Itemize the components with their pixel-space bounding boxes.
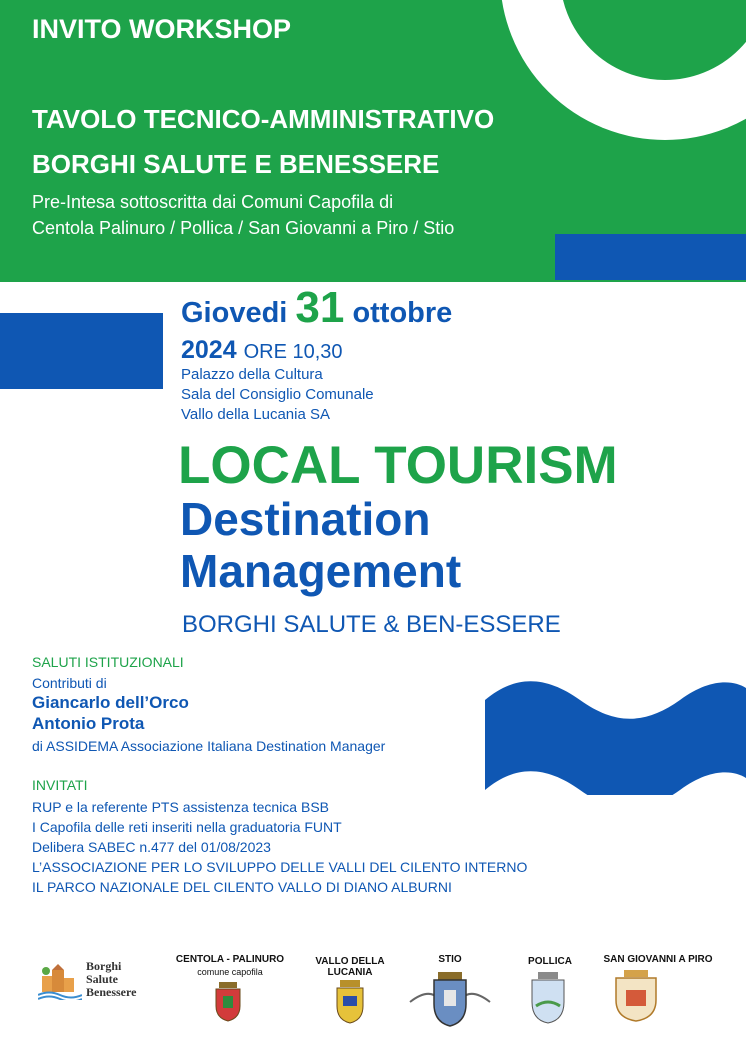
venue-line3: Vallo della Lucania SA [181,406,330,423]
decorative-arc [500,0,746,140]
decorative-blue-block [555,234,746,280]
bsb-line1: Borghi [86,959,122,973]
venue-line1: Palazzo della Cultura [181,366,323,383]
decorative-wave [485,680,746,795]
invitati-item: RUP e la referente PTS assistenza tecnica BSB [32,799,329,815]
title-management: Management [180,545,462,597]
invito-heading: INVITO WORKSHOP [32,14,292,44]
speaker-affiliation: di ASSIDEMA Associazione Italiana Destination Manager [32,738,386,754]
vallo-label-line1: VALLO DELLA [315,956,385,967]
bsb-line3: Benessere [86,985,137,999]
event-day-label: Giovedi [181,297,288,329]
centola-sublabel: comune capofila [197,967,263,977]
event-month: ottobre [352,297,453,329]
title-subtitle: BORGHI SALUTE & BEN-ESSERE [182,611,561,638]
title-local-tourism: LOCAL TOURISM [178,436,618,495]
centola-label: CENTOLA - PALINURO [175,954,285,965]
san-giovanni-crest-icon [612,970,660,1022]
venue-line2: Sala del Consiglio Comunale [181,386,374,403]
saluti-heading: SALUTI ISTITUZIONALI [32,654,184,670]
centola-crest-icon [213,982,243,1022]
pre-intesa-line1: Pre-Intesa sottoscritta dai Comuni Capofila di [32,192,394,212]
contributi-label: Contributi di [32,675,107,691]
speaker-name: Antonio Prota [32,714,145,733]
invitati-item: IL PARCO NAZIONALE DEL CILENTO VALLO DI DIANO ALBURNI [32,879,452,895]
vallo-label-line2: LUCANIA [327,967,373,978]
borghi-heading: BORGHI SALUTE E BENESSERE [32,149,440,179]
event-year: 2024 [181,336,237,364]
event-day-number: 31 [295,283,345,332]
title-destination: Destination [180,493,431,545]
village-icon [38,962,82,1000]
invitati-item: Delibera SABEC n.477 del 01/08/2023 [32,839,271,855]
invitati-item: I Capofila delle reti inseriti nella graduatoria FUNT [32,819,342,835]
san-giovanni-label: SAN GIOVANNI A PIRO [603,954,713,965]
pollica-label: POLLICA [528,956,572,967]
pollica-crest-icon [528,972,568,1024]
event-time: ORE 10,30 [243,341,343,363]
stio-crest-icon [408,968,492,1030]
pre-intesa-line2: Centola Palinuro / Pollica / San Giovanni a Piro / Stio [32,218,455,238]
bsb-logo [38,958,158,1003]
speaker-name: Giancarlo dell’Orco [32,693,189,712]
event-year-time [181,336,343,365]
decorative-blue-block-left [0,313,163,389]
stio-label: STIO [438,954,462,965]
invitati-heading: INVITATI [32,777,88,793]
event-date [181,283,452,333]
vallo-crest-icon [334,980,366,1024]
logo-strip [0,930,746,1055]
bsb-line2: Salute [86,972,119,986]
invitati-item: L’ASSOCIAZIONE PER LO SVILUPPO DELLE VALLI DEL CILENTO INTERNO [32,859,528,875]
tavolo-heading: TAVOLO TECNICO-AMMINISTRATIVO [32,104,495,134]
